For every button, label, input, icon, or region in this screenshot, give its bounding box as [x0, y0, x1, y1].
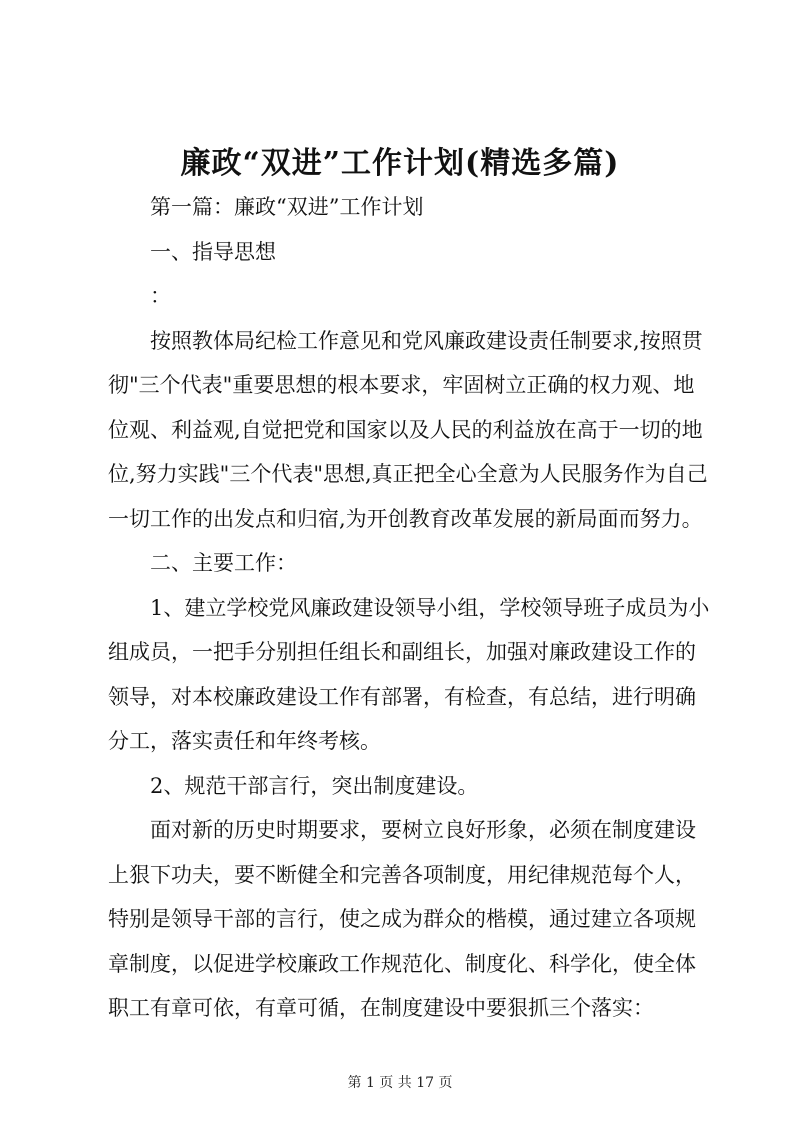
paragraph-item-1: 1、建立学校党风廉政建设领导小组，学校领导班子成员为小组成员，一把手分别担任组长和副组长，加强对廉政建设工作的领导，对本校廉政建设工作有部署，有检查，有总结，进行明确分工，落实责任和年终考核。 — [108, 595, 710, 753]
section-heading-guiding-ideology: 一、指导思想 — [150, 239, 276, 264]
page-number-footer: 第 1 页 共 17 页 — [347, 1075, 453, 1091]
section-heading-main-work: 二、主要工作： — [150, 551, 297, 575]
document-body — [108, 185, 710, 1031]
colon-line: ： — [150, 284, 171, 308]
document-title: 廉政“双进”工作计划(精选多篇) — [180, 146, 620, 181]
section-heading-part-one: 第一篇：廉政“双进”工作计划 — [150, 195, 424, 219]
paragraph-guiding-ideology: 按照教体局纪检工作意见和党风廉政建设责任制要求,按照贯彻"三个代表"重要思想的根本要求，牢固树立正确的权力观、地位观、利益观,自觉把党和国家以及人民的利益放在高于一切的地位,努力实践"三个代表"思想,真正把全心全意为人民服务作为自己一切工作的出发点和归宿,为开创教育改革发展的新局面而努力。 — [108, 328, 708, 531]
paragraph-item-2: 2、规范干部言行，突出制度建设。 — [150, 773, 479, 798]
paragraph-system-building: 面对新的历史时期要求，要树立良好形象，必须在制度建设上狠下功夫，要不断健全和完善各项制度，用纪律规范每个人，特别是领导干部的言行，使之成为群众的楷模，通过建立各项规章制度，以促进学校廉政工作规范化、制度化、科学化，使全体职工有章可依，有章可循，在制度建设中要狠抓三个落实： — [108, 818, 696, 1020]
